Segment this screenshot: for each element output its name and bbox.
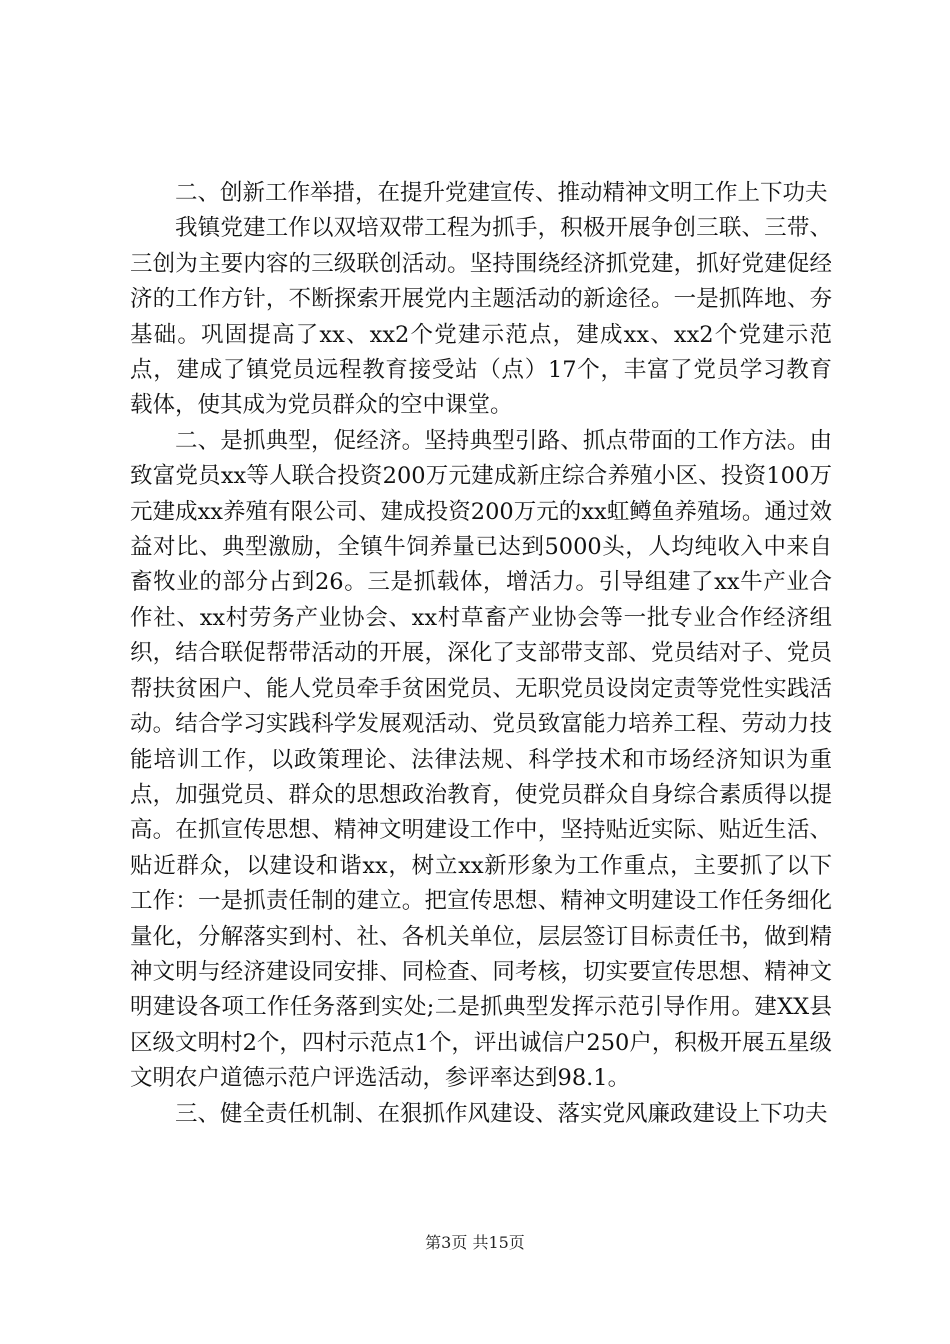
body-paragraph-typical-economy: 二、是抓典型，促经济。坚持典型引路、抓点带面的工作方法。由致富党员xx等人联合投资200万元建成新庄综合养殖小区、投资100万元建成xx养殖有限公司、建成投资200万元的xx虹鳟鱼养殖场。通过效益对比、典型激励，全镇牛饲养量已达到5000头，人均纯收入中来自畜牧业的部分占到26。三是抓载体，增活力。引导组建了xx牛产业合作社、xx村劳务产业协会、xx村草畜产业协会等一批专业合作经济组织，结合联促帮带活动的开展，深化了支部带支部、党员结对子、党员帮扶贫困户、能人党员牵手贫困党员、无职党员设岗定责等党性实践活动。结合学习实践科学发展观活动、党员致富能力培养工程、劳动力技能培训工作，以政策理论、法律法规、科学技术和市场经济知识为重点，加强党员、群众的思想政治教育，使党员群众自身综合素质得以提高。在抓宣传思想、精神文明建设工作中，坚持贴近实际、贴近生活、贴近群众，以建设和谐xx，树立xx新形象为工作重点，主要抓了以下工作：一是抓责任制的建立。把宣传思想、精神文明建设工作任务细化量化，分解落实到村、社、各机关单位，层层签订目标责任书，做到精神文明与经济建设同安排、同检查、同考核，切实要宣传思想、精神文明建设各项工作任务落到实处;二是抓典型发挥示范引导作用。建XX县区级文明村2个，四村示范点1个，评出诚信户250户，积极开展五星级文明农户道德示范户评选活动，参评率达到98.1。 bbox=[130, 427, 832, 1092]
page-number-footer: 第3页 共15页 bbox=[425, 1233, 525, 1252]
section-heading-2: 二、创新工作举措，在提升党建宣传、推动精神文明工作上下功夫 bbox=[175, 180, 828, 206]
body-paragraph-party-building: 我镇党建工作以双培双带工程为抓手，积极开展争创三联、三带、三创为主要内容的三级联创活动。坚持围绕经济抓党建，抓好党建促经济的工作方针，不断探索开展党内主题活动的新途径。一是抓阵地、夯基础。巩固提高了xx、xx2个党建示范点，建成xx、xx2个党建示范点，建成了镇党员远程教育接受站（点）17个，丰富了党员学习教育载体，使其成为党员群众的空中课堂。 bbox=[130, 215, 832, 419]
document-body bbox=[130, 176, 832, 1132]
section-heading-3: 三、健全责任机制、在狠抓作风建设、落实党风廉政建设上下功夫 bbox=[175, 1100, 828, 1127]
